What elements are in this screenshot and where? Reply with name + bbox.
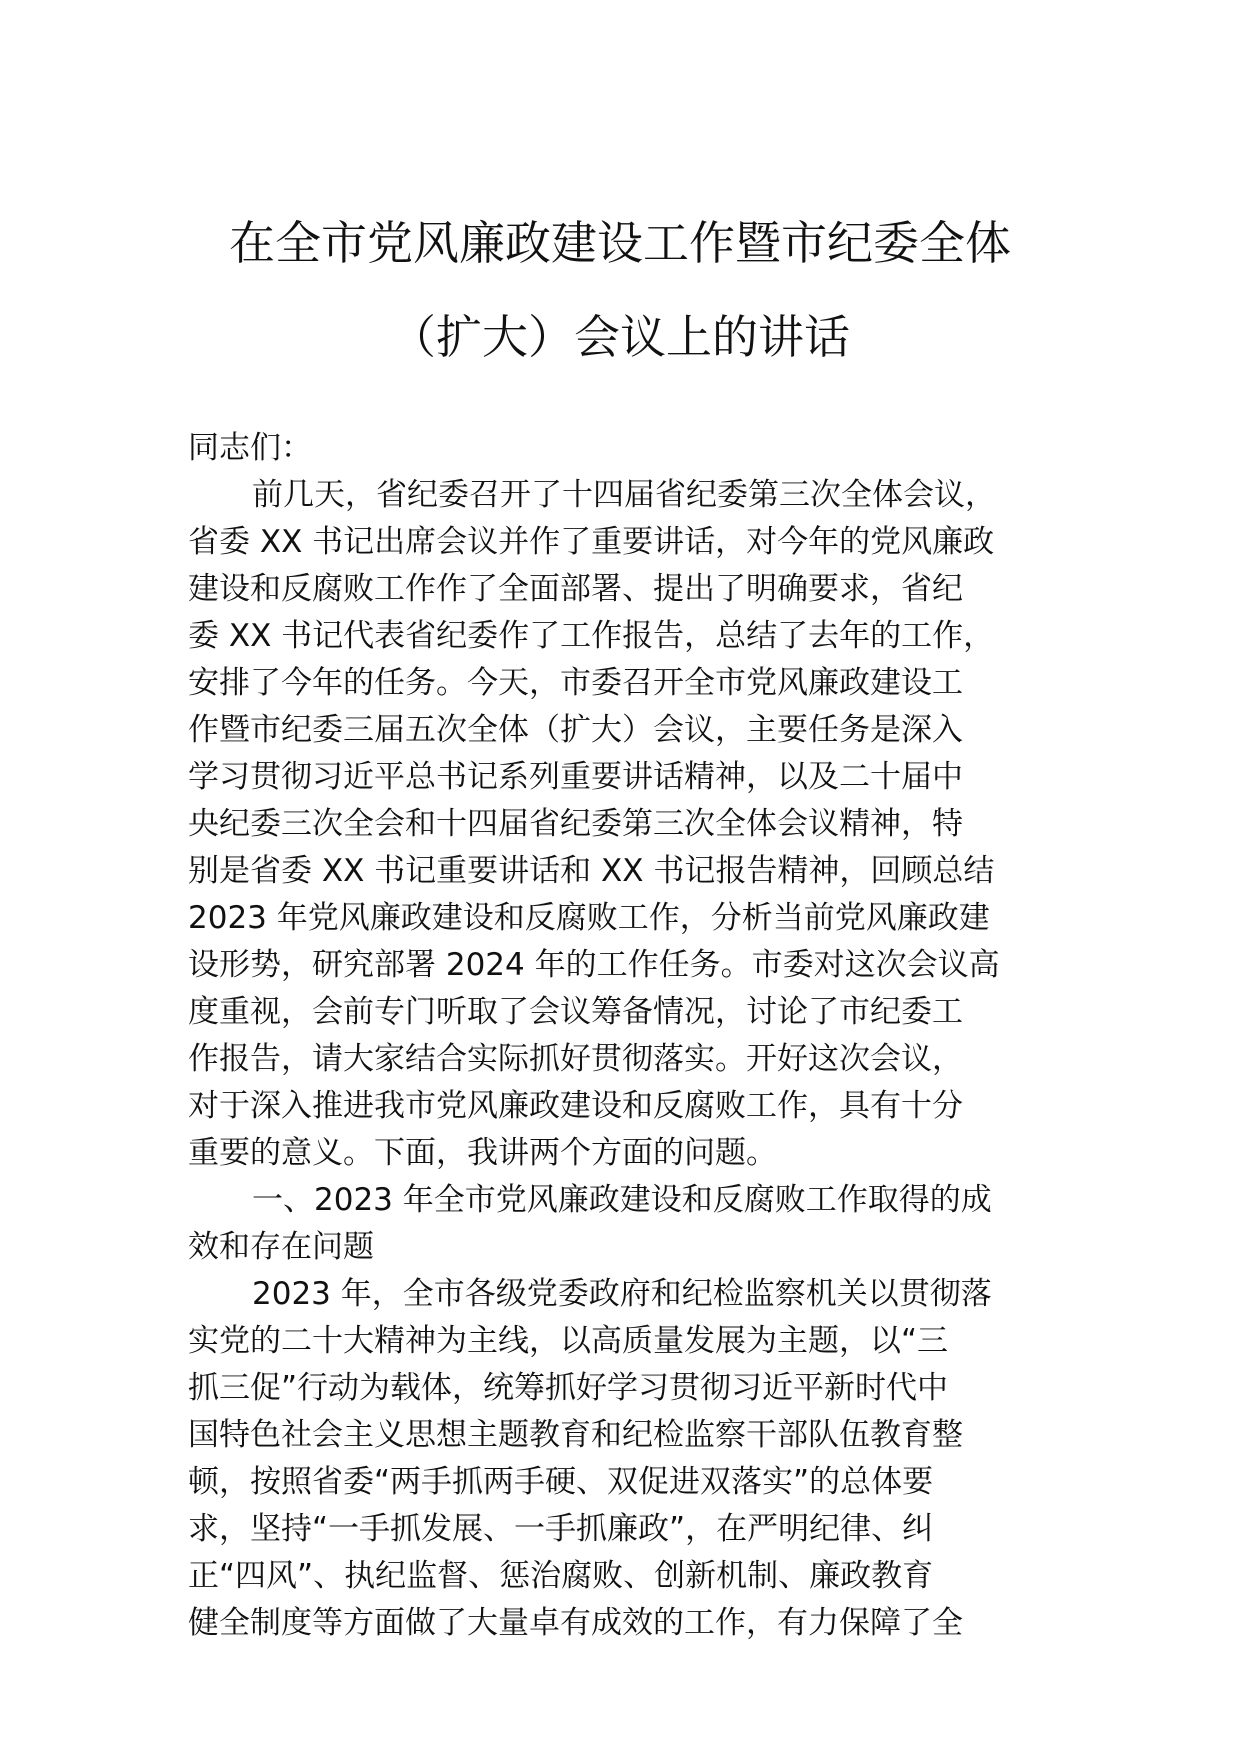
paragraph-line: 对于深入推进我市党风廉政建设和反腐败工作，具有十分 (188, 1088, 963, 1124)
paragraph-line: 正“四风”、执纪监督、惩治腐败、创新机制、廉政教育 (188, 1558, 934, 1594)
paragraph-line: 委 XX 书记代表省纪委作了工作报告，总结了去年的工作， (188, 618, 995, 654)
paragraph-line: 2023 年党风廉政建设和反腐败工作，分析当前党风廉政建 (188, 900, 990, 936)
paragraph-line: 重要的意义。下面，我讲两个方面的问题。 (188, 1135, 777, 1171)
paragraph-line: 别是省委 XX 书记重要讲话和 XX 书记报告精神，回顾总结 (188, 853, 995, 889)
paragraph-line: 安排了今年的任务。今天，市委召开全市党风廉政建设工 (188, 665, 963, 701)
paragraph-line: 央纪委三次全会和十四届省纪委第三次全体会议精神，特 (188, 806, 963, 842)
paragraph-line: 作报告，请大家结合实际抓好贯彻落实。开好这次会议， (188, 1041, 963, 1077)
document-title-line-1: 在全市党风廉政建设工作暨市纪委全体 (229, 216, 1011, 270)
paragraph-line: 前几天，省纪委召开了十四届省纪委第三次全体会议， (252, 477, 996, 513)
paragraph-line: 国特色社会主义思想主题教育和纪检监察干部队伍教育整 (188, 1417, 963, 1453)
paragraph-line: 实党的二十大精神为主线，以高质量发展为主题，以“三 (188, 1323, 949, 1359)
paragraph-line: 设形势，研究部署 2024 年的工作任务。市委对这次会议高 (188, 947, 1000, 983)
paragraph-line: 2023 年，全市各级党委政府和纪检监察机关以贯彻落 (252, 1276, 992, 1312)
paragraph-line: 省委 XX 书记出席会议并作了重要讲话，对今年的党风廉政 (188, 524, 995, 560)
salutation: 同志们： (188, 430, 312, 466)
paragraph-line: 度重视，会前专门听取了会议筹备情况，讨论了市纪委工 (188, 994, 963, 1030)
document-title-line-2: （扩大）会议上的讲话 (390, 310, 850, 364)
paragraph-line: 顿，按照省委“两手抓两手硬、双促进双落实”的总体要 (188, 1464, 934, 1500)
paragraph-line: 抓三促”行动为载体，统筹抓好学习贯彻习近平新时代中 (188, 1370, 949, 1406)
paragraph-line: 建设和反腐败工作作了全面部署、提出了明确要求，省纪 (188, 571, 963, 607)
paragraph-line: 学习贯彻习近平总书记系列重要讲话精神，以及二十届中 (188, 759, 963, 795)
section-heading-line: 一、2023 年全市党风廉政建设和反腐败工作取得的成 (252, 1182, 992, 1218)
section-heading-line: 效和存在问题 (188, 1229, 374, 1265)
paragraph-line: 作暨市纪委三届五次全体（扩大）会议，主要任务是深入 (188, 712, 963, 748)
document-body (188, 425, 1060, 1647)
paragraph-line: 求，坚持“一手抓发展、一手抓廉政”，在严明纪律、纠 (188, 1511, 934, 1547)
paragraph-line: 健全制度等方面做了大量卓有成效的工作，有力保障了全 (188, 1605, 963, 1641)
